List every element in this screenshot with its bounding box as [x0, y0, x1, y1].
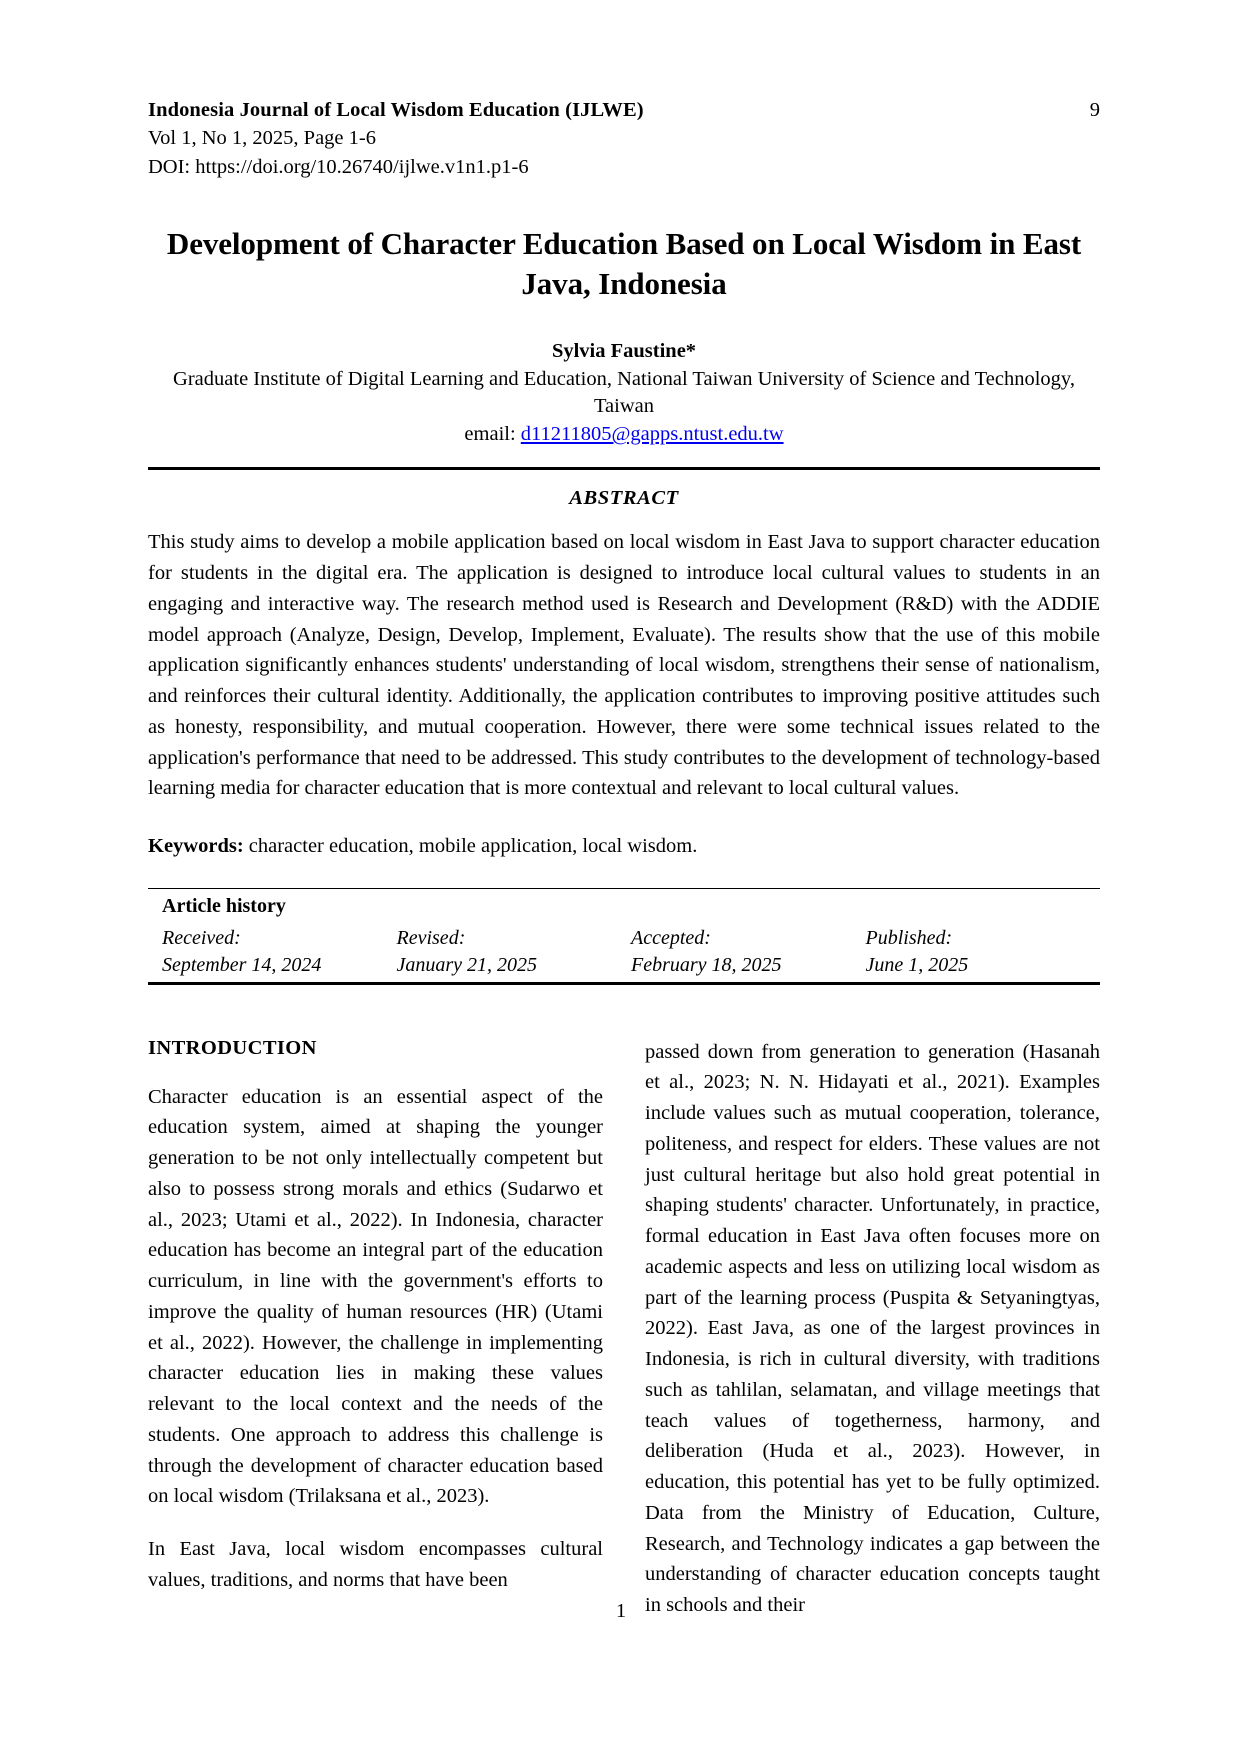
doi-line: DOI: https://doi.org/10.26740/ijlwe.v1n1.p1-6: [148, 155, 529, 178]
footer-page-number: 1: [615, 1600, 627, 1622]
history-cell-revised: [397, 925, 632, 979]
email-link[interactable]: d11211805@gapps.ntust.edu.tw: [520, 423, 784, 446]
article-history-title: Article history: [162, 894, 286, 917]
history-label-received: Received:: [162, 926, 241, 949]
body-paragraph: Character education is an essential aspect of the education system, aimed at shaping the younger generation to be not only intellectually competent but also to possess strong morals and ethics (Sudarwo et al., 2023; Utami et al., 2022). In Indonesia, character education has become an integral part of the education curriculum, in line with the government's efforts to improve the quality of human resources (HR) (Utami et al., 2022). However, the challenge in implementing character education lies in making these values relevant to the local context and the needs of the students. One approach to address this challenge is through the development of character education based on local wisdom (Trilaksana et al., 2023).: [148, 1085, 603, 1508]
volume-issue-line: Vol 1, No 1, 2025, Page 1-6: [148, 127, 376, 150]
abstract-top-rule: [148, 467, 1100, 470]
section-heading-introduction: INTRODUCTION: [148, 1036, 317, 1059]
keywords-line: [148, 831, 1100, 862]
body-paragraph: passed down from generation to generation (Hasanah et al., 2023; N. N. Hidayati et al., 2021). Examples include values such as mutual cooperation, tolerance, politeness, and respect for elders. These values are not just cultural heritage but also hold great potential in shaping students' character. Unfortunately, in practice, formal education in East Java often focuses more on academic aspects and less on utilizing local wisdom as part of the learning process (Puspita & Setyaningtyas, 2022). East Java, as one of the largest provinces in Indonesia, is rich in cultural diversity, with traditions such as tahlilan, selamatan, and village meetings that teach values of togetherness, harmony, and deliberation (Huda et al., 2023). However, in education, this potential has yet to be fully optimized. Data from the Ministry of Education, Culture, Research, and Technology indicates a gap between the understanding of character education concepts taught in schools and their: [645, 1040, 1100, 1617]
author-email-line: [148, 421, 1100, 448]
history-cell-published: [866, 925, 1101, 979]
history-bottom-rule: [148, 982, 1100, 985]
history-top-rule: [148, 888, 1100, 889]
history-label-published: Published:: [865, 926, 953, 949]
abstract-text: This study aims to develop a mobile application based on local wisdom in East Java to support character education for students in the digital era. The application is designed to introduce local cultural values to students in an engaging and interactive way. The research method used is Research and Development (R&D) with the ADDIE model approach (Analyze, Design, Develop, Implement, Evaluate). The results show that the use of this mobile application significantly enhances students' understanding of local wisdom, strengthens their sense of nationalism, and reinforces their cultural identity. Additionally, the application contributes to improving positive attitudes such as honesty, responsibility, and mutual cooperation. However, there were some technical issues related to the application's performance that need to be addressed. This study contributes to the development of technology-based learning media for character education that is more contextual and relevant to local cultural values.: [148, 531, 1100, 800]
history-value-revised: January 21, 2025: [396, 953, 538, 976]
article-history-block: [148, 888, 1100, 985]
article-history-grid: [162, 925, 1100, 979]
history-value-received: September 14, 2024: [162, 953, 322, 976]
running-head: [148, 96, 1100, 181]
keywords-value: character education, mobile application, local wisdom.: [243, 835, 698, 858]
author-name: Sylvia Faustine*: [551, 340, 697, 363]
history-value-published: June 1, 2025: [865, 953, 969, 976]
header-page-number: 9: [1089, 99, 1100, 121]
history-cell-received: [162, 925, 397, 979]
author-block: [148, 338, 1100, 448]
email-label: email:: [464, 423, 521, 446]
abstract-heading: ABSTRACT: [569, 487, 679, 510]
body-column-right: [645, 1037, 1100, 1621]
history-cell-accepted: [631, 925, 866, 979]
body-columns: [148, 1037, 1100, 1621]
keywords-label: Keywords:: [148, 835, 244, 858]
history-label-accepted: Accepted:: [631, 926, 711, 949]
history-label-revised: Revised:: [396, 926, 466, 949]
history-value-accepted: February 18, 2025: [631, 953, 782, 976]
body-column-left: [148, 1037, 603, 1621]
body-paragraph: In East Java, local wisdom encompasses cultural values, traditions, and norms that have been: [148, 1538, 603, 1591]
author-affiliation: Graduate Institute of Digital Learning and Education, National Taiwan University of Science and Technology, Taiwan: [173, 367, 1075, 417]
page-content: [148, 96, 1100, 1621]
journal-name: Indonesia Journal of Local Wisdom Education (IJLWE): [148, 99, 644, 121]
paper-title: Development of Character Education Based on Local Wisdom in East Java, Indonesia: [166, 225, 1082, 302]
